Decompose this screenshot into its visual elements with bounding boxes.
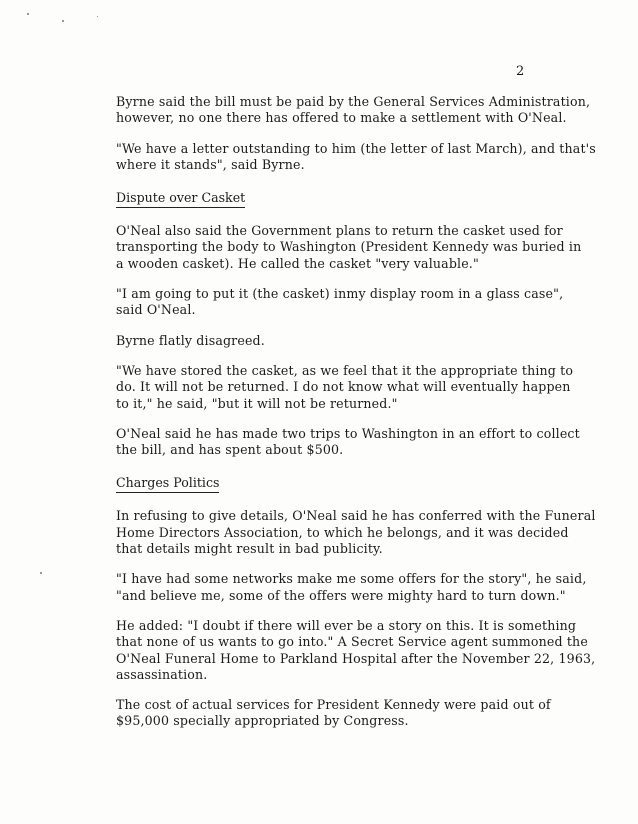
text-line: "I have had some networks make me some offers for the story", he said, — [116, 571, 587, 587]
text-line: Byrne flatly disagreed. — [116, 332, 265, 348]
text-line: In refusing to give details, O'Neal said he has conferred with the Funeral — [116, 508, 596, 524]
text-line: Byrne said the bill must be paid by the General Services Administration, — [116, 94, 591, 109]
text-line: transporting the body to Washington (President Kennedy was buried in — [116, 239, 582, 255]
text-line: "I am going to put it (the casket) inmy display room in a glass case", — [116, 286, 564, 302]
paragraph — [116, 363, 592, 412]
paragraph — [116, 697, 592, 730]
text-line: $95,000 specially appropriated by Congress. — [116, 713, 409, 729]
text-line: said O'Neal. — [116, 302, 196, 318]
text-line: a wooden casket). He called the casket "very valuable." — [116, 255, 479, 271]
text-line: Home Directors Association, to which he belongs, and it was decided — [116, 524, 569, 540]
scan-speck — [27, 13, 29, 15]
text-line: that details might result in bad publicity. — [116, 541, 383, 557]
paragraph — [116, 286, 592, 319]
text-line: however, no one there has offered to make a settlement with O'Neal. — [116, 110, 567, 126]
text-line: "and believe me, some of the offers were mighty hard to turn down." — [116, 587, 566, 603]
section-heading: Dispute over Casket — [116, 190, 245, 208]
text-line: the bill, and has spent about $500. — [116, 442, 344, 458]
text-line: assassination. — [116, 666, 208, 682]
text-line: to it," he said, "but it will not be returned." — [116, 395, 398, 411]
text-line: He added: "I doubt if there will ever be a story on this. It is something — [116, 617, 577, 633]
text-line: do. It will not be returned. I do not know what will eventually happen — [116, 379, 571, 395]
text-line: O'Neal said he has made two trips to Washington in an effort to collect — [116, 425, 580, 441]
text-line: The cost of actual services for President Kennedy were paid out of — [116, 697, 551, 713]
text-line: where it stands", said Byrne. — [116, 156, 305, 172]
text-line: O'Neal Funeral Home to Parkland Hospital after the November 22, 1963, — [116, 650, 596, 666]
text-line: that none of us wants to go into." A Secret Service agent summoned the — [116, 634, 588, 650]
paragraph — [116, 617, 596, 683]
scan-speck — [97, 16, 98, 17]
scan-speck — [62, 20, 64, 22]
paragraph — [116, 94, 592, 127]
page-number: 2 — [516, 64, 525, 79]
paragraph — [116, 508, 596, 557]
document-body — [116, 94, 596, 744]
paragraph — [116, 223, 592, 272]
text-line: "We have stored the casket, as we feel that it the appropriate thing to — [116, 362, 574, 378]
text-line: "We have a letter outstanding to him (the letter of last March), and that's — [116, 140, 596, 156]
section-heading: Charges Politics — [116, 475, 219, 493]
paragraph — [116, 140, 596, 174]
paragraph — [116, 426, 592, 459]
text-line: O'Neal also said the Government plans to return the casket used for — [116, 223, 563, 239]
scan-speck — [40, 572, 42, 574]
paragraph — [116, 571, 592, 604]
paragraph — [116, 333, 592, 349]
